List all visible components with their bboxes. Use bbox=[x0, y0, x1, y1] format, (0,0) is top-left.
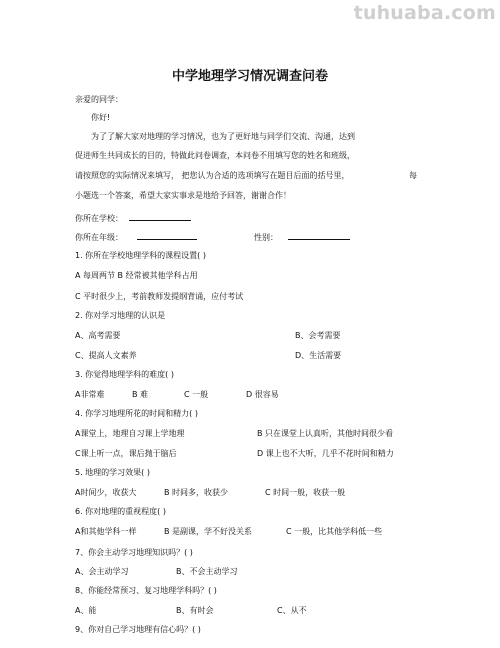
question-4-option-c[interactable]: C课上听一点，课后抛于脑后 bbox=[75, 449, 177, 458]
gender-blank[interactable] bbox=[288, 231, 350, 240]
question-4-option-d[interactable]: D 课上也不大听，几乎不花时间和精力 bbox=[257, 449, 394, 458]
greeting: 亲爱的同学： bbox=[75, 95, 123, 104]
question-8-option-b[interactable]: B、有时会 bbox=[176, 606, 214, 615]
question-8-option-a[interactable]: A、能 bbox=[75, 606, 97, 615]
school-blank[interactable] bbox=[129, 212, 191, 221]
question-8-stem: 8、你能经常预习、复习地理学科吗？( ) bbox=[75, 586, 217, 595]
page-title: 中学地理学习情况调查问卷 bbox=[171, 69, 328, 84]
question-3-option-c[interactable]: C 一般 bbox=[184, 390, 209, 399]
question-2-option-d[interactable]: D、生活需要 bbox=[295, 351, 342, 360]
question-3-option-a[interactable]: A非常难 bbox=[75, 390, 105, 399]
question-6-stem: 6. 你对地理的重视程度( ) bbox=[75, 507, 166, 516]
question-7-option-b[interactable]: B、不会主动学习 bbox=[176, 567, 238, 576]
question-1-option-c[interactable]: C 平时很少上，考前教师发提纲背诵，应付考试 bbox=[75, 292, 244, 301]
question-2-option-b[interactable]: B、会考需要 bbox=[295, 331, 341, 340]
question-5-option-a[interactable]: A时间少，收获大 bbox=[75, 488, 137, 497]
gender-label: 性别： bbox=[254, 233, 278, 242]
question-5-option-c[interactable]: C 时间一般，收获一般 bbox=[265, 488, 346, 497]
intro-line-1: 为了了解大家对地理的学习情况，也为了更好地与同学们交流、沟通，达到 bbox=[91, 132, 355, 141]
grade-field bbox=[75, 231, 197, 244]
question-4-stem: 4. 你学习地理所花的时间和精力( ) bbox=[75, 409, 198, 418]
school-field bbox=[75, 212, 191, 225]
question-2-option-c[interactable]: C、提高人文素养 bbox=[75, 351, 137, 360]
grade-label: 你所在年级： bbox=[75, 233, 123, 242]
intro-line-2: 促进师生共同成长的目的，特做此问卷调查，本问卷不用填写您的姓名和班级， bbox=[75, 151, 355, 160]
watermark-logo: tuhuaba.com bbox=[353, 2, 496, 24]
question-5-stem: 5. 地理的学习效果( ) bbox=[75, 468, 150, 477]
question-3-option-b[interactable]: B 难 bbox=[132, 390, 149, 399]
question-9-stem: 9、你对自己学习地理有信心吗？( ) bbox=[75, 625, 201, 634]
question-2-stem: 2. 你对学习地理的认识是 bbox=[75, 311, 166, 320]
intro-line-3-tail: 每 bbox=[409, 171, 417, 180]
hello-text: 你好! bbox=[91, 113, 111, 122]
question-3-stem: 3. 你觉得地理学科的难度( ) bbox=[75, 370, 174, 379]
question-4-option-b[interactable]: B 只在课堂上认真听，其他时间很少看 bbox=[257, 429, 394, 438]
school-label: 你所在学校： bbox=[75, 214, 123, 223]
question-1-stem: 1. 你所在学校地理学科的课程设置( ) bbox=[75, 251, 206, 260]
gender-field bbox=[254, 231, 350, 244]
question-6-option-c[interactable]: C 一般，比其他学科低一些 bbox=[286, 527, 383, 536]
question-6-option-a[interactable]: A和其他学科一样 bbox=[75, 527, 137, 536]
question-1-option-ab[interactable]: A 每周两节 B 经常被其他学科占用 bbox=[75, 271, 198, 280]
question-2-option-a[interactable]: A、高考需要 bbox=[75, 331, 121, 340]
question-7-option-a[interactable]: A、会主动学习 bbox=[75, 567, 129, 576]
question-5-option-b[interactable]: B 时间多，收获少 bbox=[164, 488, 229, 497]
intro-line-4: 小题选一个答案，希望大家实事求是地给予回答，谢谢合作！ bbox=[75, 191, 291, 200]
intro-line-3: 请按照您的实际情况来填写， 把您认为合适的选项填写在题目后面的括号里， bbox=[75, 171, 350, 180]
question-8-option-c[interactable]: C、从不 bbox=[277, 606, 307, 615]
question-3-option-d[interactable]: D 很容易 bbox=[246, 390, 279, 399]
question-4-option-a[interactable]: A课堂上，地理自习课上学地理 bbox=[75, 429, 185, 438]
question-6-option-b[interactable]: B 是副课，学不好没关系 bbox=[164, 527, 253, 536]
question-7-stem: 7、你会主动学习地理知识吗？( ) bbox=[75, 548, 193, 557]
grade-blank[interactable] bbox=[137, 231, 197, 240]
